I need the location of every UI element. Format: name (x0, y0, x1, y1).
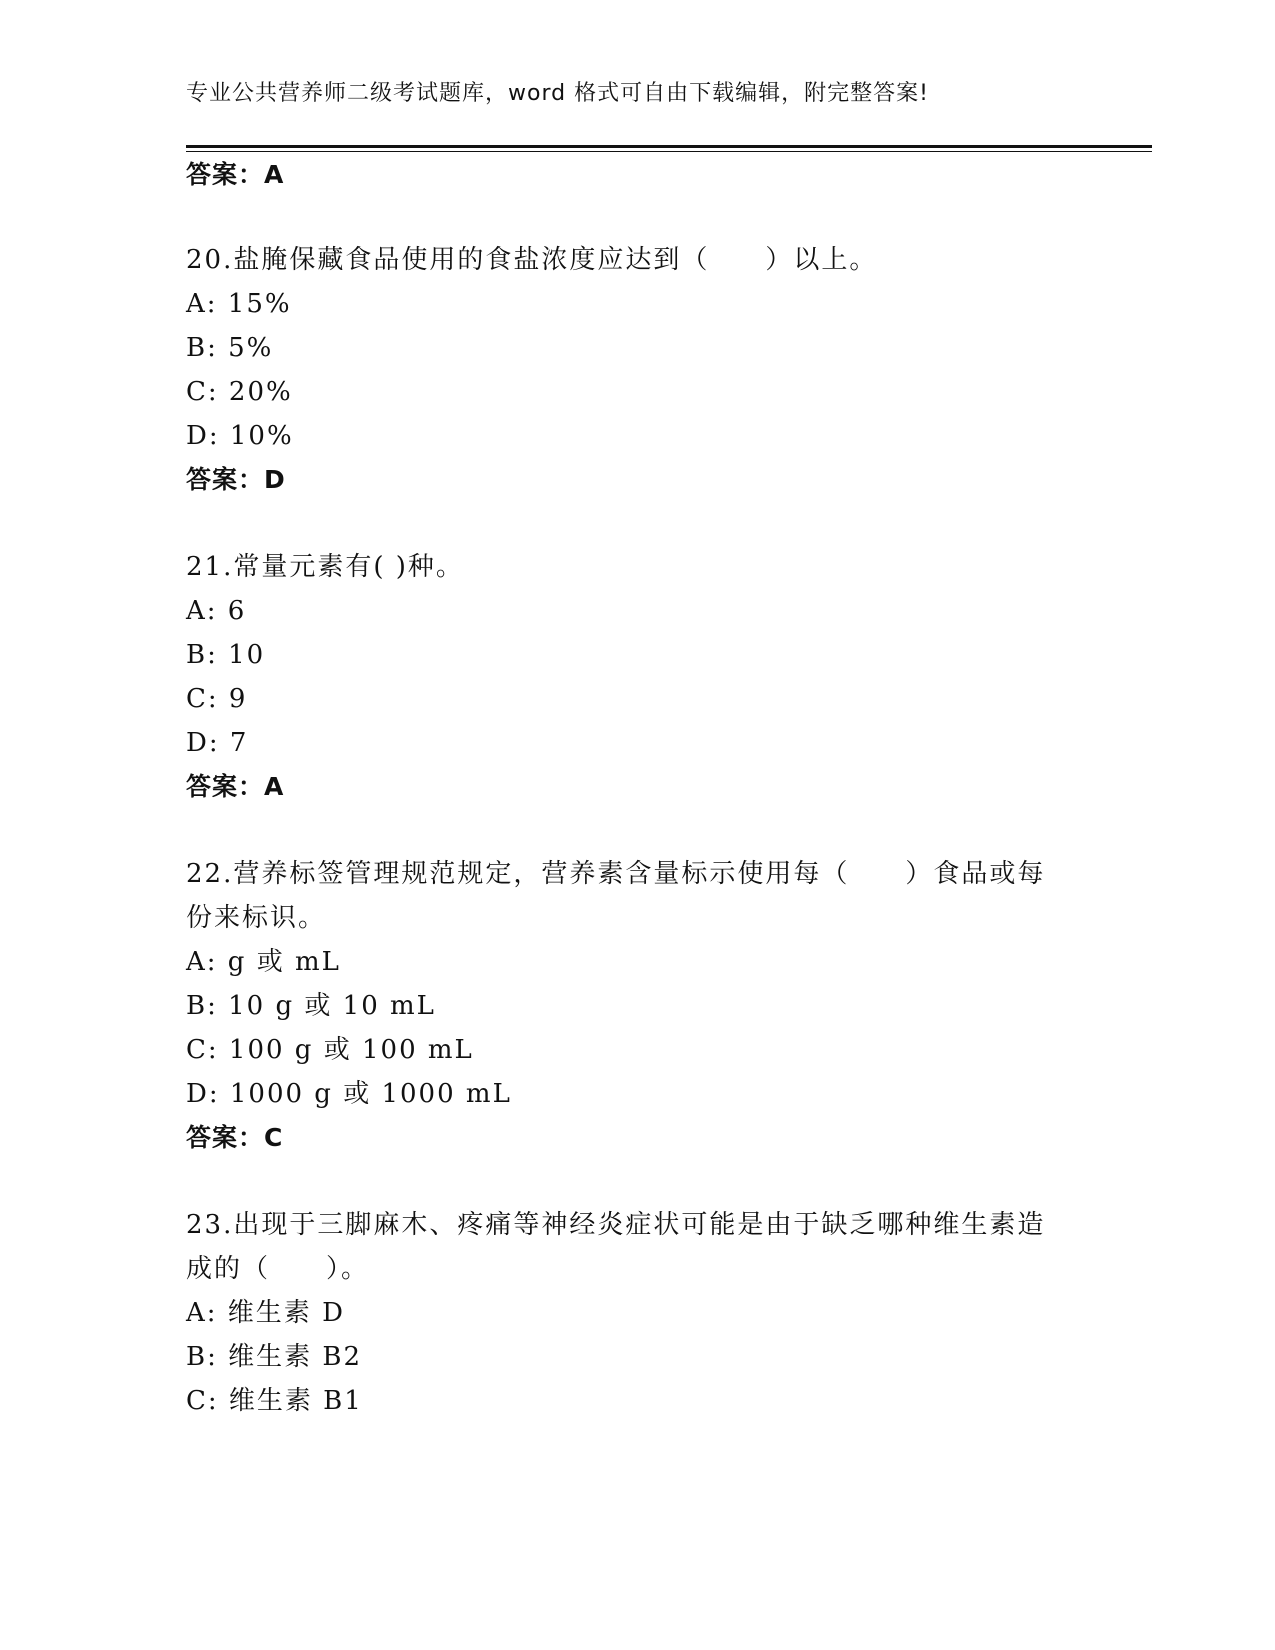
question-22-option-b: B: 10 g 或 10 mL (186, 991, 436, 1021)
question-22-line-1: 22.营养标签管理规范规定，营养素含量标示使用每（ ）食品或每 (186, 859, 1046, 889)
answer-20: 答案：D (186, 465, 286, 494)
question-22-option-a: A: g 或 mL (186, 947, 341, 977)
question-23-option-b: B: 维生素 B2 (186, 1342, 363, 1372)
question-23-option-c: C: 维生素 B1 (186, 1386, 363, 1416)
header-divider-thin (186, 151, 1152, 152)
question-20-option-d: D: 10% (186, 421, 294, 451)
question-22-line-2: 份来标识。 (186, 903, 327, 933)
question-21-option-b: B: 10 (186, 640, 266, 670)
question-20-option-b: B: 5% (186, 333, 274, 363)
question-21: 21.常量元素有( )种。 (186, 552, 464, 582)
question-23-line-1: 23.出现于三脚麻木、疼痛等神经炎症状可能是由于缺乏哪种维生素造 (186, 1210, 1046, 1240)
answer-21: 答案：A (186, 772, 285, 801)
question-22-option-c: C: 100 g 或 100 mL (186, 1035, 474, 1065)
answer-19: 答案：A (186, 160, 285, 189)
question-21-option-c: C: 9 (186, 684, 248, 714)
question-21-option-a: A: 6 (186, 596, 247, 626)
header-divider-thick (186, 145, 1152, 148)
question-22-option-d: D: 1000 g 或 1000 mL (186, 1079, 512, 1109)
page-header: 专业公共营养师二级考试题库，word 格式可自由下载编辑，附完整答案! (186, 81, 929, 106)
question-21-option-d: D: 7 (186, 728, 249, 758)
question-20: 20.盐腌保藏食品使用的食盐浓度应达到（ ）以上。 (186, 245, 878, 275)
question-20-option-a: A: 15% (186, 289, 292, 319)
question-23-option-a: A: 维生素 D (186, 1298, 345, 1328)
answer-22: 答案：C (186, 1123, 284, 1152)
question-23-line-2: 成的（ ）。 (186, 1254, 370, 1284)
question-20-option-c: C: 20% (186, 377, 293, 407)
